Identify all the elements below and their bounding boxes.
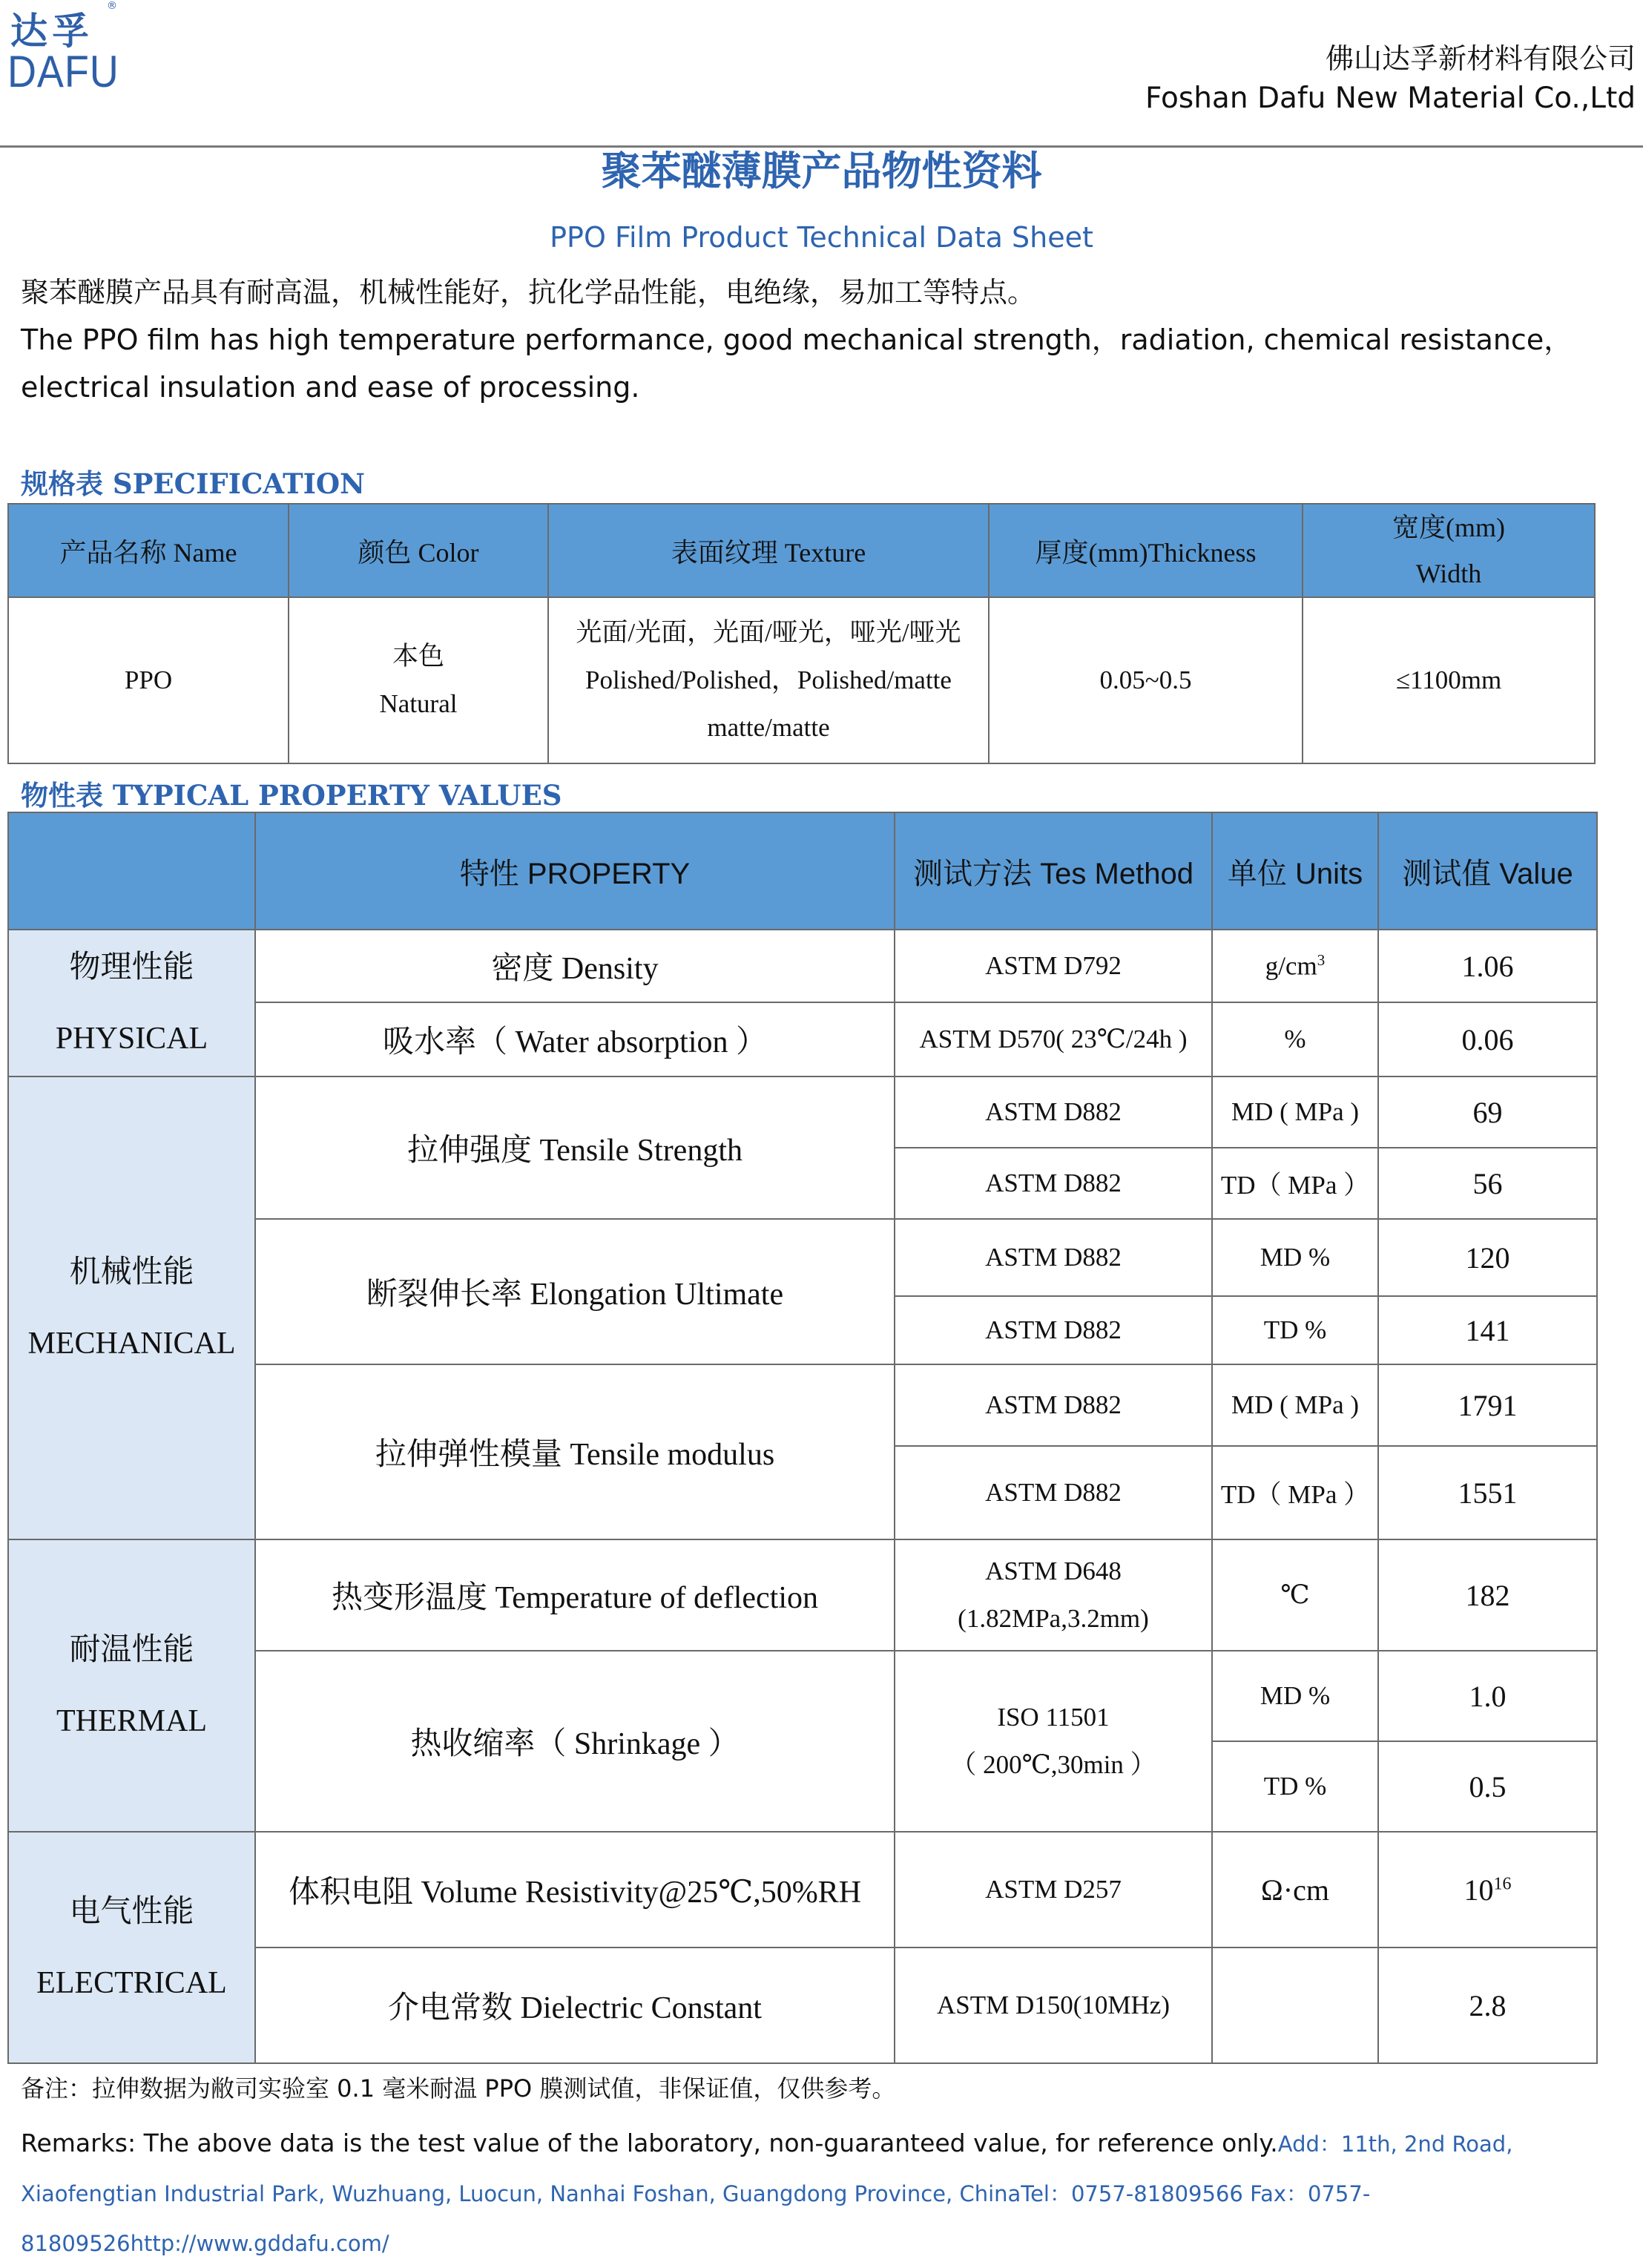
unit-cell: MD ( MPa ) [1212, 1077, 1378, 1148]
prop-header-category [8, 812, 255, 930]
property-dielectric-constant: 介电常数 Dielectric Constant [255, 1947, 895, 2063]
value-cell: 182 [1378, 1539, 1597, 1651]
props-heading: 物性表 TYPICAL PROPERTY VALUES [21, 779, 562, 812]
spec-header-texture: 表面纹理 Texture [548, 504, 989, 597]
unit-superscript: 3 [1317, 950, 1326, 969]
property-shrinkage: 热收缩率（ Shrinkage ） [255, 1651, 895, 1832]
prop-header-property: 特性 PROPERTY [255, 812, 895, 930]
spec-color-en: Natural [379, 689, 458, 718]
property-tensile-modulus: 拉伸弹性模量 Tensile modulus [255, 1364, 895, 1539]
unit-cell: MD ( MPa ) [1212, 1364, 1378, 1446]
spec-header-thickness: 厚度(mm)Thickness [989, 504, 1303, 597]
category-en: THERMAL [56, 1704, 207, 1738]
spec-texture-cell [548, 597, 989, 763]
value-base: 10 [1463, 1873, 1494, 1907]
spec-color-cell [289, 597, 548, 763]
property-deflection-temp: 热变形温度 Temperature of deflection [255, 1539, 895, 1651]
method-cell: ASTM D882 [895, 1148, 1212, 1219]
property-density: 密度 Density [255, 930, 895, 1002]
spec-header-width-en: Width [1415, 559, 1482, 588]
unit-cell [1212, 1947, 1378, 2063]
intro-text [21, 269, 1638, 411]
unit-cell: TD（ MPa ） [1212, 1148, 1378, 1219]
category-mechanical [8, 1077, 255, 1539]
page-title-cn: 聚苯醚薄膜产品物性资料 [601, 148, 1042, 194]
value-cell: 141 [1378, 1296, 1597, 1364]
unit-cell: MD % [1212, 1651, 1378, 1741]
method-line: ASTM D648 [985, 1557, 1122, 1585]
method-cell: ASTM D792 [895, 930, 1212, 1002]
registered-mark: ® [107, 0, 117, 12]
spec-heading: 规格表 SPECIFICATION [21, 467, 365, 500]
unit-text: g/cm [1265, 951, 1317, 981]
category-cn: 机械性能 [69, 1255, 194, 1289]
spec-header-color: 颜色 Color [289, 504, 548, 597]
category-en: ELECTRICAL [36, 1966, 227, 2000]
intro-en: The PPO film has high temperature performance, good mechanical strength，radiation, chemical resistance，electrical insulation and ease of processing. [21, 323, 1573, 404]
unit-cell: MD % [1212, 1219, 1378, 1296]
category-en: PHYSICAL [55, 1022, 208, 1056]
property-elongation: 断裂伸长率 Elongation Ultimate [255, 1219, 895, 1364]
spec-name-cell: PPO [8, 597, 289, 763]
category-cn: 耐温性能 [69, 1633, 194, 1667]
company-name-cn: 佛山达孚新材料有限公司 [1325, 42, 1636, 75]
logo-english: DAFU [7, 47, 119, 96]
spec-thickness-cell: 0.05~0.5 [989, 597, 1303, 763]
value-cell: 120 [1378, 1219, 1597, 1296]
method-cell [895, 1539, 1212, 1651]
spec-texture-line: matte/matte [707, 713, 830, 742]
remark-en-text: Remarks: The above data is the test value of the laboratory, non-guaranteed value, for reference only. [21, 2129, 1278, 2157]
company-address: Add：11th, 2nd Road, Xiaofengtian Industrial Park, Wuzhuang, Luocun, Nanhai Foshan, Guangdong Province, ChinaTel：0757-81809566 Fax：0757-81809526http://www.gddafu.com/ [21, 2131, 1513, 2256]
method-cell [895, 1651, 1212, 1832]
unit-cell [1212, 930, 1378, 1002]
value-cell: 0.06 [1378, 1002, 1597, 1077]
method-cell: ASTM D882 [895, 1446, 1212, 1539]
method-cell: ASTM D882 [895, 1364, 1212, 1446]
value-cell: 1791 [1378, 1364, 1597, 1446]
remark-en [21, 2119, 1638, 2268]
method-line: ISO 11501 [997, 1703, 1110, 1732]
spec-width-cell: ≤1100mm [1303, 597, 1595, 763]
method-line: (1.82MPa,3.2mm) [958, 1604, 1149, 1633]
property-volume-resistivity: 体积电阻 Volume Resistivity@25℃,50%RH [255, 1832, 895, 1947]
category-cn: 物理性能 [69, 950, 194, 985]
remark-cn: 备注：拉伸数据为敝司实验室 0.1 毫米耐温 PPO 膜测试值，非保证值，仅供参考。 [21, 2074, 896, 2103]
unit-cell: Ω·cm [1212, 1832, 1378, 1947]
page-title-en: PPO Film Product Technical Data Sheet [550, 221, 1093, 254]
spec-color-cn: 本色 [392, 642, 444, 671]
unit-cell: ℃ [1212, 1539, 1378, 1651]
prop-header-unit: 单位 Units [1212, 812, 1378, 930]
method-cell: ASTM D257 [895, 1832, 1212, 1947]
unit-cell: TD % [1212, 1296, 1378, 1364]
category-electrical [8, 1832, 255, 2063]
intro-cn: 聚苯醚膜产品具有耐高温，机械性能好，抗化学品性能，电绝缘，易加工等特点。 [21, 276, 1036, 309]
property-tensile-strength: 拉伸强度 Tensile Strength [255, 1077, 895, 1219]
method-cell: ASTM D882 [895, 1219, 1212, 1296]
value-cell: 69 [1378, 1077, 1597, 1148]
method-cell: ASTM D882 [895, 1296, 1212, 1364]
spec-header-name: 产品名称 Name [8, 504, 289, 597]
value-cell [1378, 1832, 1597, 1947]
method-cell: ASTM D882 [895, 1077, 1212, 1148]
property-water-absorption: 吸水率（ Water absorption ） [255, 1002, 895, 1077]
prop-header-method: 测试方法 Tes Method [895, 812, 1212, 930]
logo-chinese: 达孚 [10, 10, 93, 53]
method-cell: ASTM D570( 23℃/24h ) [895, 1002, 1212, 1077]
value-exponent: 16 [1493, 1874, 1512, 1894]
value-cell: 2.8 [1378, 1947, 1597, 2063]
spec-texture-line: Polished/Polished，Polished/matte [585, 665, 952, 694]
value-cell: 56 [1378, 1148, 1597, 1219]
value-cell: 1.0 [1378, 1651, 1597, 1741]
property-table [7, 812, 1598, 2064]
category-en: MECHANICAL [27, 1327, 236, 1361]
company-name-en: Foshan Dafu New Material Co.,Ltd [1145, 82, 1636, 115]
value-cell: 1551 [1378, 1446, 1597, 1539]
category-cn: 电气性能 [69, 1895, 194, 1929]
spec-texture-line: 光面/光面，光面/哑光，哑光/哑光 [576, 618, 961, 647]
value-cell: 1.06 [1378, 930, 1597, 1002]
category-physical [8, 930, 255, 1077]
value-cell: 0.5 [1378, 1741, 1597, 1832]
unit-cell: TD（ MPa ） [1212, 1446, 1378, 1539]
spec-table [7, 503, 1596, 764]
unit-cell: TD % [1212, 1741, 1378, 1832]
spec-header-width-cn: 宽度(mm) [1392, 513, 1505, 542]
method-line: （ 200℃,30min ） [950, 1750, 1156, 1779]
category-thermal [8, 1539, 255, 1832]
unit-cell: % [1212, 1002, 1378, 1077]
prop-header-value: 测试值 Value [1378, 812, 1597, 930]
spec-header-width [1303, 504, 1595, 597]
method-cell: ASTM D150(10MHz) [895, 1947, 1212, 2063]
